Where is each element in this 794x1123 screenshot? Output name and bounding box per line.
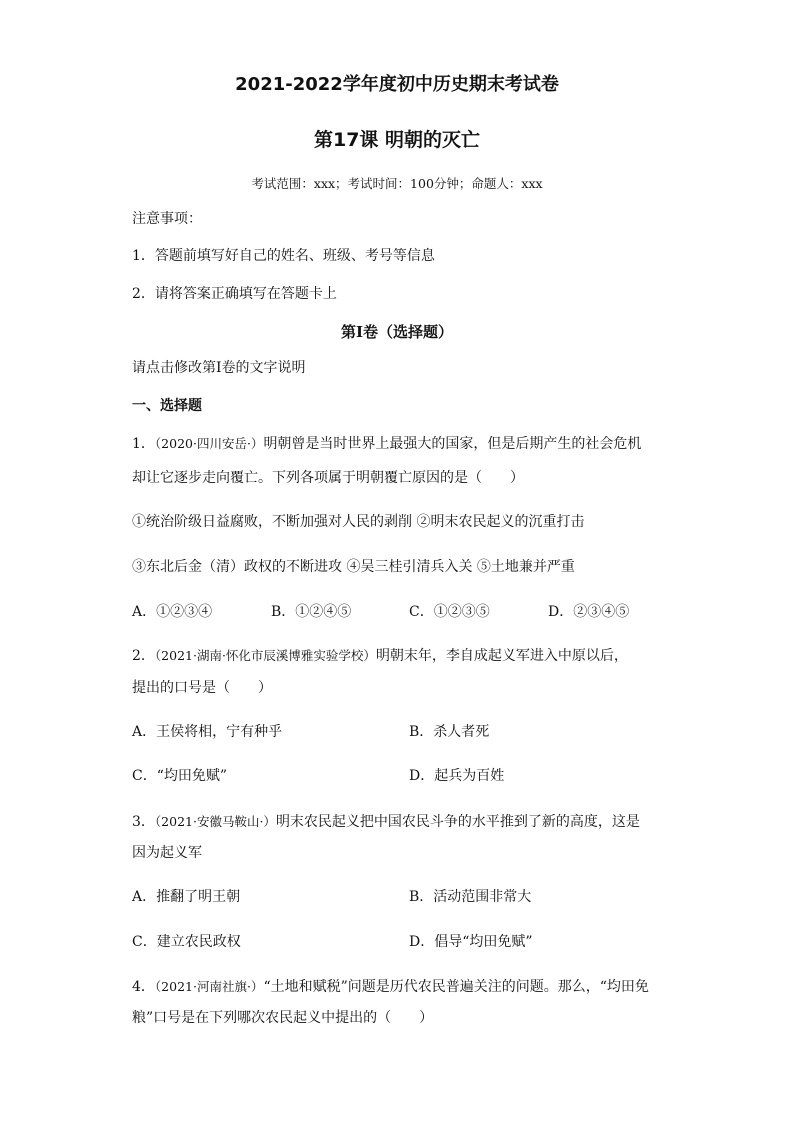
- option-b: B．①②④⑤: [271, 604, 352, 620]
- question-source: （2021·湖南·怀化市辰溪博雅实验学校）: [154, 648, 376, 663]
- question-number: 2．: [132, 648, 155, 664]
- option-b: B．活动范围非常大: [409, 889, 532, 905]
- question-stem: “土地和赋税”问题是历代农民普遍关注的问题。那么，“均田免: [263, 979, 649, 995]
- exam-title: 2021-2022学年度初中历史期末考试卷: [235, 74, 559, 95]
- question-source: （2021·安徽马鞍山·）: [154, 814, 276, 829]
- option-a: A．推翻了明王朝: [132, 889, 241, 905]
- section-description: 请点击修改第I卷的文字说明: [132, 360, 306, 376]
- question-number: 3．: [132, 814, 155, 830]
- question-stem: 明朝曾是当时世界上最强大的国家，但是后期产生的社会危机: [263, 436, 642, 452]
- question-3: [132, 812, 640, 832]
- lesson-title: 第17课 明朝的灭亡: [313, 129, 481, 151]
- question-number: 1．: [132, 436, 155, 452]
- question-1: [132, 434, 641, 454]
- option-a: A．王侯将相，宁有种乎: [132, 724, 283, 740]
- option-c: C．“均田免赋”: [132, 768, 228, 784]
- option-b: B．杀人者死: [409, 724, 490, 740]
- question-stem-continued: 粮”口号是在下列哪次农民起义中提出的（ ）: [132, 1010, 434, 1026]
- option-c: C．建立农民政权: [132, 934, 241, 950]
- question-source: （2020·四川安岳·）: [154, 436, 264, 451]
- question-4: [132, 977, 649, 997]
- question-stem-continued: 提出的口号是（ ）: [132, 680, 272, 696]
- option-c: C．①②③⑤: [409, 604, 490, 620]
- option-d: D．倡导“均田免赋”: [409, 934, 533, 950]
- notice-heading: 注意事项：: [132, 211, 202, 227]
- part-heading: 一、选择题: [132, 398, 202, 414]
- notice-item: 2．请将答案正确填写在答题卡上: [132, 286, 337, 302]
- statement-line: ③东北后金（清）政权的不断进攻 ④吴三桂引清兵入关 ⑤土地兼并严重: [132, 559, 575, 575]
- option-d: D．起兵为百姓: [409, 768, 505, 784]
- option-a: A．①②③④: [132, 604, 213, 620]
- question-stem-continued: 却让它逐步走向覆亡。下列各项属于明朝覆亡原因的是（ ）: [132, 470, 524, 486]
- section-title: 第I卷（选择题）: [340, 323, 454, 341]
- question-stem-continued: 因为起义军: [132, 845, 202, 861]
- question-2: [132, 646, 628, 666]
- exam-meta: 考试范围：xxx；考试时间：100分钟；命题人：xxx: [251, 176, 543, 191]
- question-number: 4．: [132, 979, 155, 995]
- notice-item: 1．答题前填写好自己的姓名、班级、考号等信息: [132, 248, 435, 264]
- statement-line: ①统治阶级日益腐败，不断加强对人民的剥削 ②明末农民起义的沉重打击: [132, 514, 585, 530]
- option-d: D．②③④⑤: [548, 604, 630, 620]
- question-stem: 明末农民起义把中国农民斗争的水平推到了新的高度，这是: [275, 814, 640, 830]
- question-stem: 明朝末年，李自成起义军进入中原以后，: [375, 648, 628, 664]
- question-source: （2021·河南社旗·）: [154, 979, 264, 994]
